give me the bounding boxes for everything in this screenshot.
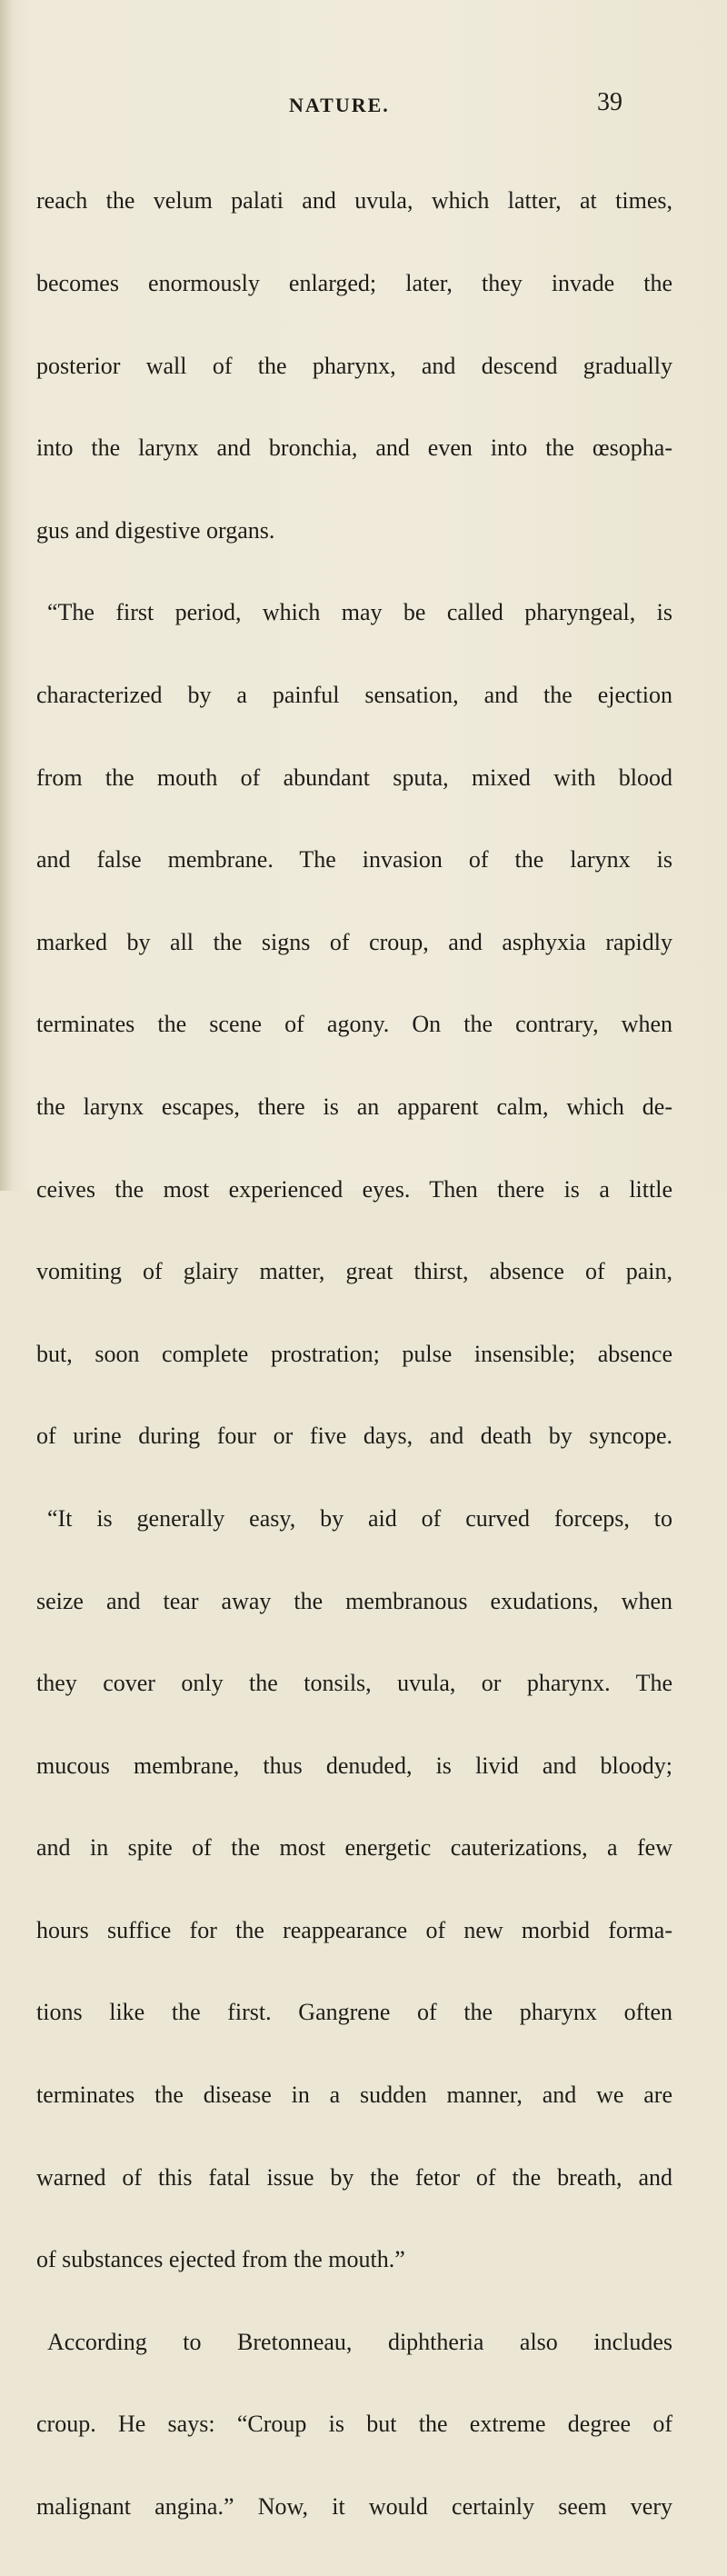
text-line: of urine during four or five days, and death by syncope. xyxy=(36,1423,672,1450)
text-line: and in spite of the most energetic cauterizations, a few xyxy=(36,1834,672,1862)
text-line: reach the velum palati and uvula, which latter, at times, xyxy=(36,187,672,215)
text-line: ceives the most experienced eyes. Then there is a little xyxy=(36,1175,672,1203)
text-line: croup. He says: “Croup is but the extreme degree of xyxy=(36,2411,672,2438)
text-line: the larynx escapes, there is an apparent calm, which de- xyxy=(36,1093,672,1120)
body-text xyxy=(36,133,672,2576)
text-line: mucous membrane, thus denuded, is livid and bloody; xyxy=(36,1752,672,1779)
text-line: into the larynx and bronchia, and even into the œsopha- xyxy=(36,434,672,462)
text-line: malignant angina.” Now, it would certainly seem very xyxy=(36,2493,672,2521)
text-line: hours suffice for the reappearance of new morbid forma- xyxy=(36,1916,672,1943)
text-line: gus and digestive organs. xyxy=(36,516,275,544)
text-line: terminates the scene of agony. On the contrary, when xyxy=(36,1011,672,1038)
page-number: 39 xyxy=(597,88,622,116)
text-line: marked by all the signs of croup, and asphyxia rapidly xyxy=(36,928,672,955)
text-line: becomes enormously enlarged; later, they invade the xyxy=(36,270,672,296)
text-line: warned of this fatal issue by the fetor of the breath, and xyxy=(36,2163,672,2191)
text-line: from the mouth of abundant sputa, mixed with blood xyxy=(36,764,672,791)
text-line: According to Bretonneau, diphtheria also includes xyxy=(47,2328,672,2355)
page-gutter-shadow xyxy=(0,0,13,1191)
text-line: vomiting of glairy matter, great thirst, absence of pain, xyxy=(36,1258,672,1285)
text-line: “It is generally easy, by aid of curved forceps, to xyxy=(47,1504,672,1532)
text-line: seize and tear away the membranous exudations, when xyxy=(36,1587,672,1614)
text-line: terminates the disease in a sudden manner, and we are xyxy=(36,2082,672,2109)
text-line: tions like the first. Gangrene of the pharynx often xyxy=(36,1999,672,2026)
text-line: they cover only the tonsils, uvula, or pharynx. The xyxy=(36,1670,672,1697)
text-line: of substances ejected from the mouth.” xyxy=(36,2246,405,2273)
text-line: characterized by a painful sensation, and the ejection xyxy=(36,681,672,708)
text-line: posterior wall of the pharynx, and descend gradually xyxy=(36,352,672,379)
text-line: “The first period, which may be called pharyngeal, is xyxy=(47,599,672,626)
running-head: NATURE. xyxy=(289,94,390,116)
text-line: and false membrane. The invasion of the larynx is xyxy=(36,846,672,874)
page-header xyxy=(0,87,727,124)
text-line: but, soon complete prostration; pulse insensible; absence xyxy=(36,1340,672,1367)
